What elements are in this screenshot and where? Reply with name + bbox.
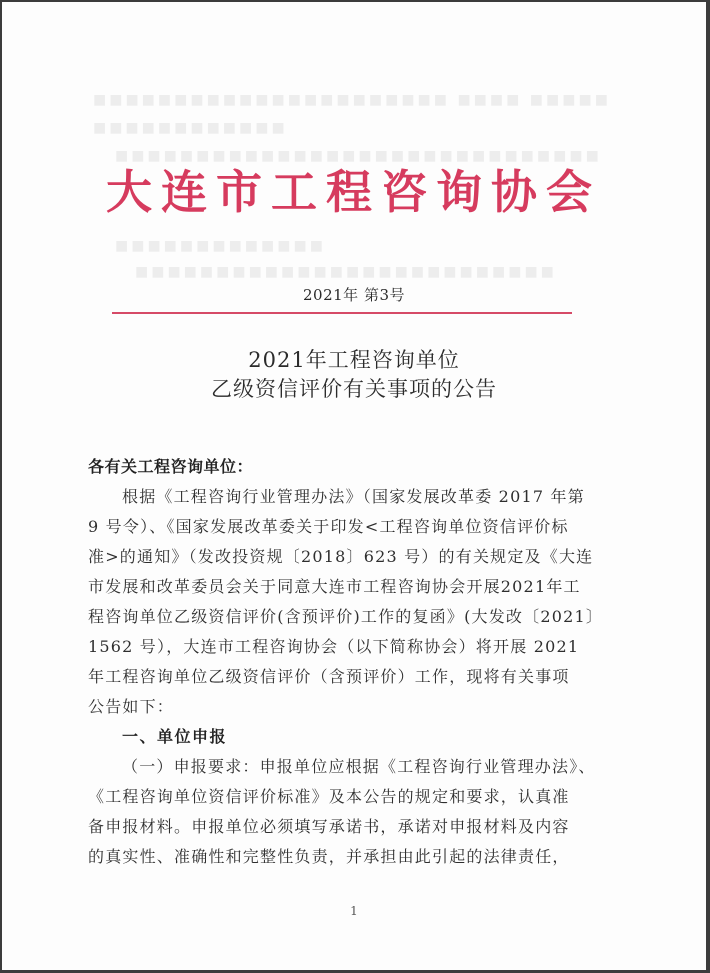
paragraph-line: 《工程咨询单位资信评价标准》及本公告的规定和要求，认真准 [88, 787, 570, 806]
page-number: 1 [350, 904, 358, 918]
bleed-through-text: ■■■■■ ■■■■ ■■■■■■■■■■■■■■■■■■■■■■ [90, 92, 608, 108]
document-title-line-2: 乙级资信评价有关事项的公告 [211, 377, 497, 401]
bleed-through-text: ■■■■■■■■■■■■■■■■■■■■■■■■■■■■■■ [112, 148, 599, 164]
section-heading: 一、单位申报 [122, 727, 228, 746]
paragraph-line: 的真实性、准确性和完整性负责，并承担由此引起的法律责任， [88, 847, 570, 866]
paragraph-line: 公告如下： [88, 697, 175, 716]
paragraph-line: 1562 号），大连市工程咨询协会（以下简称协会）将开展 2021 [88, 637, 580, 656]
issue-number: 2021年 第3号 [303, 286, 405, 304]
paragraph-line: 9 号令）、《国家发展改革委关于印发<工程咨询单位资信评价标 [88, 517, 569, 536]
paragraph-line: 准>的通知》（发改投资规〔2018〕623 号）的有关规定及《大连 [88, 547, 594, 566]
salutation: 各有关工程咨询单位： [88, 457, 254, 476]
bleed-through-text: ■■■■■■■■■■■■ [90, 120, 285, 136]
paragraph-line: 备申报材料。申报单位必须填写承诺书，承诺对申报材料及内容 [88, 817, 570, 836]
paragraph-line: 程咨询单位乙级资信评价(含预评价)工作的复函》(大发改〔2021〕 [88, 607, 604, 626]
document-title-line-1: 2021年工程咨询单位 [248, 348, 460, 372]
red-divider-rule [112, 312, 572, 314]
document-page [2, 2, 706, 970]
paragraph-line: 市发展和改革委员会关于同意大连市工程咨询协会开展2021年工 [88, 577, 581, 596]
paragraph-line: 年工程咨询单位乙级资信评价（含预评价）工作，现将有关事项 [88, 667, 570, 686]
bleed-through-text: ■■■■■■■■■■■■■ [112, 238, 323, 254]
document-body [88, 452, 618, 872]
masthead-title: 大连市工程咨询协会 [106, 165, 601, 219]
paragraph-line: （一）申报要求：申报单位应根据《工程咨询行业管理办法》、 [122, 757, 596, 776]
paragraph-line: 根据《工程咨询行业管理办法》（国家发展改革委 2017 年第 [122, 487, 585, 506]
bleed-through-text: ■■■■■■■■■■■■■■■■■■■■■■■■■■ [132, 264, 554, 280]
